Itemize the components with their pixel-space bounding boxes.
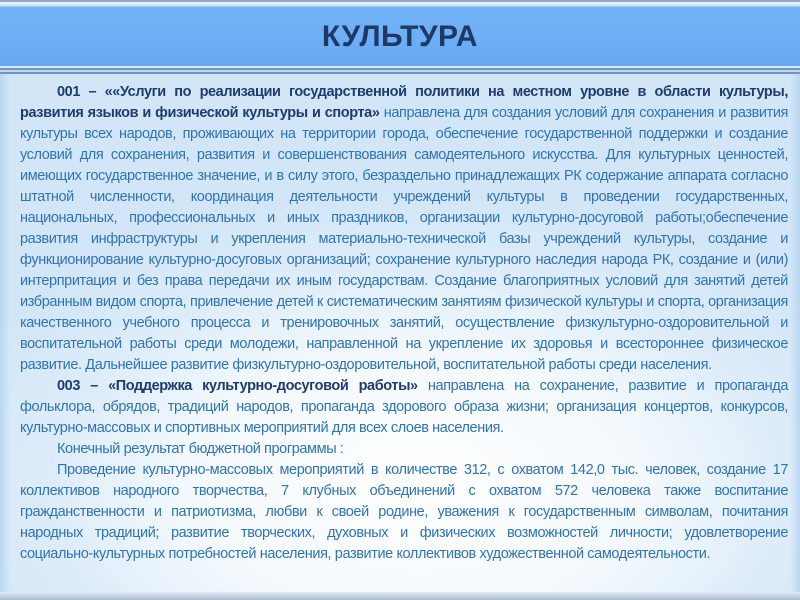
final-result-heading: Конечный результат бюджетной программы : — [57, 441, 344, 457]
paragraph-program-001 — [20, 82, 788, 376]
program-003-name: 003 – «Поддержка культурно-досуговой работы» — [57, 378, 418, 394]
final-result-text: Проведение культурно-массовых мероприятий в количестве 312, с охватом 142,0 тыс. человек, создание 17 коллективов народного творчества, 7 клубных объединений с охватом 572 человека также воспитание гражданственности и патриотизма, любви к своей родине, уважения к государственным символам, почитания народных традиций; развитие творческих, духовных и физических возможностей личности; удовлетворение социально-культурных потребностей населения, развитие коллективов художественной самодеятельности. — [20, 462, 788, 562]
paragraph-final-result-text — [20, 460, 788, 565]
slide-body — [0, 74, 800, 592]
program-001-description: направлена для создания условий для сохранения и развития культуры всех народов, проживающих на территории города, обеспечение государственной поддержки и создание условий для сохранения, развития и совершенствования самодеятельного искусства. Для культурных ценностей, имеющих государственное значение, и в силу этого, безраздельно принадлежащих РК содержание аппарата согласно штатной численности, координация деятельности учреждений культуры в проведении государственных, национальных, профессиональных и иных праздников, организации культурно-досуговой работы;обеспечение развития инфраструктуры и укрепления материально-технической базы учреждений культуры, создание и функционирование культурно-досуговых организаций; сохранение культурного наследия народа РК, создание и (или) интерпритация и без права передачи их иным государствам. Создание благоприятных условий для занятий детей избранным видом спорта, привлечение детей к систематическим занятиям физической культуры и спорта, организация качественного учебного процесса и тренировочных занятий, осуществление физкультурно-оздоровительной и воспитательной работы среди молодежи, направленной на укрепление их здоровья и всестороннее физическое развитие. Дальнейшее развитие физкультурно-оздоровительной, воспитательной работы среди населения. — [20, 105, 789, 373]
title-bar — [0, 7, 800, 66]
program-001-name: 001 – ««Услуги по реализации государственной политики на местном уровне в области культуры, развития языков и физической культуры и спорта» — [20, 84, 788, 121]
top-edge-decoration — [0, 0, 800, 7]
program-003-description: направлена на сохранение, развитие и пропаганда фольклора, обрядов, традиций народов, пропаганда здорового образа жизни; организация концертов, конкурсов, культурно-массовых и спортивных мероприятий для всех слоев населения. — [20, 378, 788, 436]
paragraph-program-003 — [20, 376, 788, 439]
paragraph-final-result-heading — [20, 439, 788, 460]
slide-title: КУЛЬТУРА — [321, 19, 479, 53]
title-separator — [0, 66, 800, 74]
bottom-edge-decoration — [0, 592, 800, 600]
